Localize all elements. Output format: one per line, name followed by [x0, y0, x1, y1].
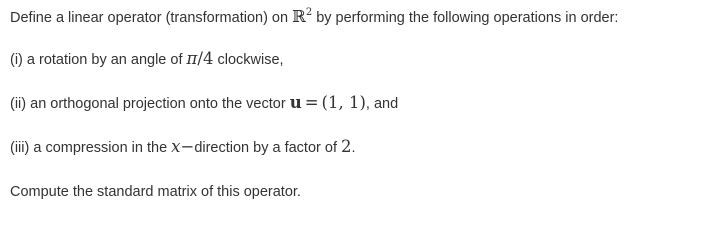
compression-factor: 2: [341, 137, 352, 156]
problem-line-projection: [10, 93, 398, 114]
rotation-angle-pi: π: [186, 49, 198, 68]
question-text: Compute the standard matrix of this operator.: [10, 184, 301, 200]
definition-text-after: by performing the following operations in order:: [312, 10, 619, 26]
rotation-text-before: (i) a rotation by an angle of: [10, 52, 187, 68]
vector-value: (1, 1): [321, 93, 366, 112]
problem-line-compression: [10, 137, 356, 158]
compression-text-after: .: [351, 140, 356, 156]
direction-variable: x: [171, 137, 181, 156]
definition-text-before: Define a linear operator (transformation) on: [10, 10, 293, 26]
projection-text-after: , and: [365, 96, 399, 112]
problem-line-definition: [10, 7, 618, 28]
real-space-symbol: ℝ: [292, 7, 306, 26]
direction-dash: −: [180, 137, 195, 156]
problem-line-question: [10, 182, 301, 202]
rotation-angle-divisor: /4: [197, 49, 214, 68]
compression-text-before: (iii) a compression in the: [10, 140, 172, 156]
real-space-exponent: 2: [305, 7, 313, 18]
equals-sign: =: [304, 93, 319, 112]
vector-name: u: [289, 93, 302, 112]
rotation-text-after: clockwise,: [213, 52, 284, 68]
problem-line-rotation: [10, 49, 284, 70]
compression-text-middle: direction by a factor of: [194, 140, 341, 156]
projection-text-before: (ii) an orthogonal projection onto the vector: [10, 96, 290, 112]
